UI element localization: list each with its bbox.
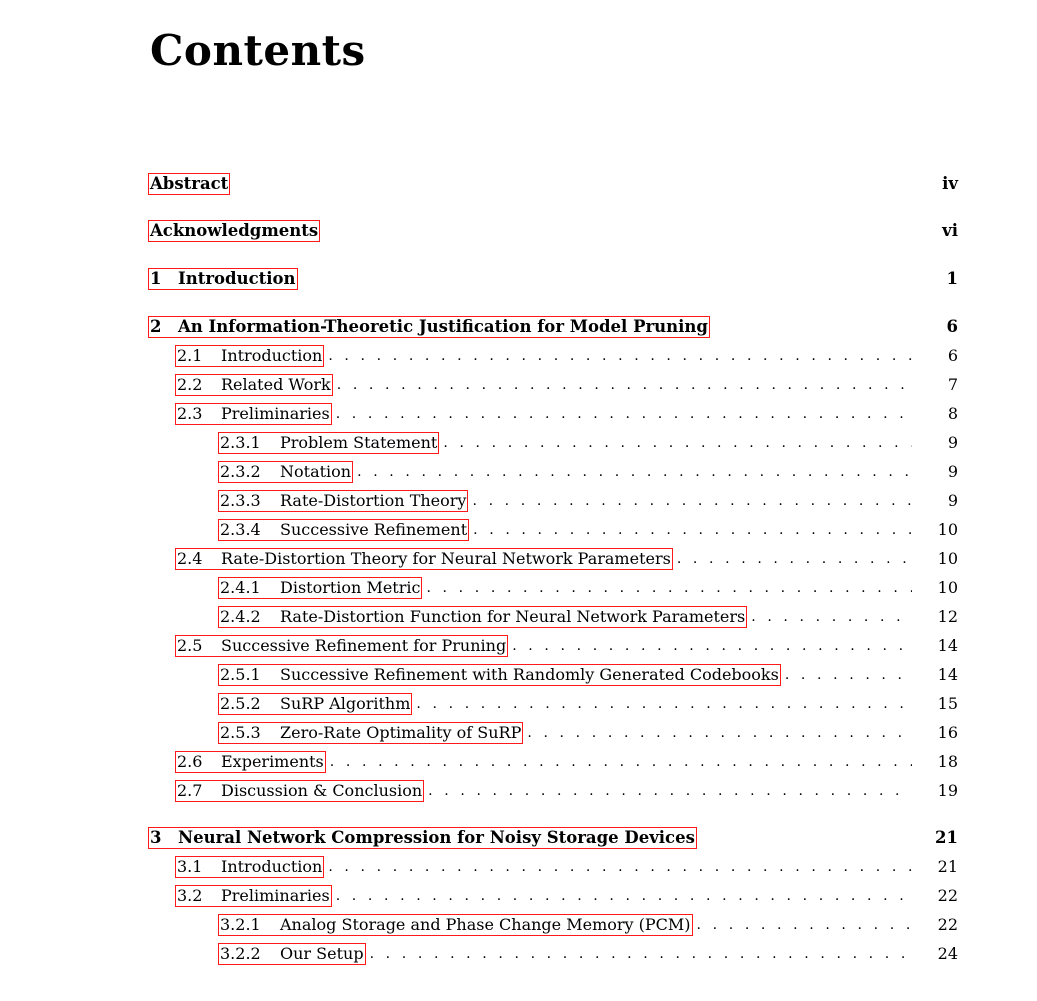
toc-link-2-5-3[interactable] bbox=[218, 722, 523, 744]
toc-page-number: 22 bbox=[937, 886, 958, 905]
toc-page-number: 10 bbox=[937, 549, 958, 568]
dot-leader bbox=[443, 432, 912, 454]
toc-entry-label: Introduction bbox=[221, 346, 323, 365]
toc-link-2[interactable] bbox=[148, 316, 710, 338]
toc-page-number: 15 bbox=[937, 694, 958, 713]
toc-entry-number: 3.2 bbox=[177, 886, 203, 905]
toc-page-number: iv bbox=[942, 174, 958, 193]
toc-entry-label: Problem Statement bbox=[280, 433, 438, 452]
toc-entry bbox=[175, 403, 958, 425]
toc-page-number: 18 bbox=[937, 752, 958, 771]
toc-link-1[interactable] bbox=[148, 268, 298, 290]
dot-leader bbox=[328, 345, 912, 367]
toc-page-number: 16 bbox=[937, 723, 958, 742]
toc-entry bbox=[175, 635, 958, 657]
toc-entry-label: Introduction bbox=[178, 269, 296, 288]
toc-entry-number: 2.3 bbox=[177, 404, 203, 423]
toc-entry-number: 2.4.1 bbox=[220, 578, 261, 597]
toc-link-3-2[interactable] bbox=[175, 885, 332, 907]
toc-entry bbox=[218, 461, 958, 483]
toc-entry bbox=[218, 914, 958, 936]
toc-link-2-3-3[interactable] bbox=[218, 490, 468, 512]
toc-link-2-5-1[interactable] bbox=[218, 664, 781, 686]
toc-entry-label: Preliminaries bbox=[221, 886, 330, 905]
toc-link-3[interactable] bbox=[148, 827, 697, 849]
toc-link-2-3[interactable] bbox=[175, 403, 332, 425]
toc-entry bbox=[218, 943, 958, 965]
toc-entry-label: Distortion Metric bbox=[280, 578, 421, 597]
toc-entry bbox=[148, 220, 958, 242]
toc-entry-label: Experiments bbox=[221, 752, 324, 771]
toc-entry bbox=[218, 693, 958, 715]
toc-entry-label: Rate-Distortion Function for Neural Network Parameters bbox=[280, 607, 746, 626]
toc-link-2-4[interactable] bbox=[175, 548, 673, 570]
toc-entry-number: 2.3.1 bbox=[220, 433, 261, 452]
toc-entry bbox=[218, 664, 958, 686]
toc-entry bbox=[148, 316, 958, 338]
toc-entry bbox=[148, 173, 958, 195]
toc-page-number: 6 bbox=[946, 317, 958, 336]
toc-page-number: 24 bbox=[937, 944, 958, 963]
dot-leader bbox=[426, 577, 912, 599]
toc-entry-label: Neural Network Compression for Noisy Storage Devices bbox=[178, 828, 695, 847]
toc-link-2-4-1[interactable] bbox=[218, 577, 422, 599]
toc-entry-label: Notation bbox=[280, 462, 352, 481]
toc-entry-number: 3.1 bbox=[177, 857, 203, 876]
toc-page-number: 19 bbox=[937, 781, 958, 800]
toc-entry bbox=[175, 780, 958, 802]
toc-entry bbox=[218, 432, 958, 454]
toc-entry bbox=[175, 751, 958, 773]
toc-entry bbox=[218, 519, 958, 541]
dot-leader bbox=[472, 490, 912, 512]
toc-page-number: 9 bbox=[947, 491, 958, 510]
toc-entry-label: Related Work bbox=[221, 375, 331, 394]
toc-link-2-1[interactable] bbox=[175, 345, 324, 367]
toc-entry-label: Rate-Distortion Theory bbox=[280, 491, 467, 510]
toc-page-number: 6 bbox=[947, 346, 958, 365]
dot-leader bbox=[785, 664, 912, 686]
page-title: Contents bbox=[150, 26, 366, 75]
toc-page-number: 10 bbox=[937, 520, 958, 539]
toc-entry-label: Successive Refinement bbox=[280, 520, 468, 539]
toc-entry-number: 2.3.2 bbox=[220, 462, 261, 481]
toc-entry bbox=[218, 577, 958, 599]
toc-entry-number: 2.7 bbox=[177, 781, 203, 800]
dot-leader bbox=[357, 461, 912, 483]
toc-link-3-1[interactable] bbox=[175, 856, 324, 878]
toc-page-number: 12 bbox=[937, 607, 958, 626]
dot-leader bbox=[751, 606, 912, 628]
toc-entry-number: 3 bbox=[150, 828, 162, 847]
toc-entry bbox=[175, 856, 958, 878]
toc-entry bbox=[175, 345, 958, 367]
toc-entry-number: 1 bbox=[150, 269, 162, 288]
toc-link-3-2-1[interactable] bbox=[218, 914, 693, 936]
toc-entry-label: Preliminaries bbox=[221, 404, 330, 423]
toc-entry bbox=[218, 606, 958, 628]
toc-page-number: 14 bbox=[937, 636, 958, 655]
toc-entry-label: SuRP Algorithm bbox=[280, 694, 411, 713]
dot-leader bbox=[428, 780, 912, 802]
dot-leader bbox=[416, 693, 912, 715]
dot-leader bbox=[336, 403, 912, 425]
toc-page-number: 1 bbox=[946, 269, 958, 288]
toc-entry-label: Zero-Rate Optimality of SuRP bbox=[280, 723, 522, 742]
toc-entry-label: Analog Storage and Phase Change Memory (PCM) bbox=[280, 915, 691, 934]
toc-entry-number: 2 bbox=[150, 317, 162, 336]
toc-entry bbox=[148, 268, 958, 290]
toc-entry-label: Discussion & Conclusion bbox=[221, 781, 423, 800]
toc-link-2-2[interactable] bbox=[175, 374, 333, 396]
toc-page-number: 9 bbox=[947, 462, 958, 481]
toc-link-2-6[interactable] bbox=[175, 751, 326, 773]
toc-link-3-2-2[interactable] bbox=[218, 943, 366, 965]
toc-entry-label: Introduction bbox=[221, 857, 323, 876]
toc-entry-label: Rate-Distortion Theory for Neural Network Parameters bbox=[221, 549, 671, 568]
toc-entry-label: Successive Refinement for Pruning bbox=[221, 636, 507, 655]
toc-page-number: 8 bbox=[947, 404, 958, 423]
toc-entry-number: 2.5.3 bbox=[220, 723, 261, 742]
toc-page-number: 21 bbox=[935, 828, 958, 847]
toc-link-2-4-2[interactable] bbox=[218, 606, 747, 628]
dot-leader bbox=[473, 519, 912, 541]
toc-entry bbox=[148, 827, 958, 849]
dot-leader bbox=[328, 856, 912, 878]
toc-entry-label: Abstract bbox=[150, 174, 229, 193]
toc-page-number: 10 bbox=[937, 578, 958, 597]
toc-entry-number: 2.5.1 bbox=[220, 665, 261, 684]
toc-page-number: vi bbox=[942, 221, 958, 240]
toc-page-number: 21 bbox=[937, 857, 958, 876]
toc-page-number: 7 bbox=[947, 375, 958, 394]
dot-leader bbox=[677, 548, 912, 570]
toc-entry-label: Acknowledgments bbox=[150, 221, 319, 240]
toc-entry bbox=[175, 885, 958, 907]
toc-entry-number: 2.1 bbox=[177, 346, 203, 365]
dot-leader bbox=[512, 635, 912, 657]
toc-link-2-3-1[interactable] bbox=[218, 432, 439, 454]
toc-entry-label: An Information-Theoretic Justification for Model Pruning bbox=[178, 317, 708, 336]
toc-link-abstract[interactable] bbox=[148, 173, 230, 195]
toc-entry-label: Our Setup bbox=[280, 944, 364, 963]
toc-link-2-7[interactable] bbox=[175, 780, 424, 802]
toc-entry-number: 2.2 bbox=[177, 375, 203, 394]
dot-leader bbox=[697, 914, 912, 936]
dot-leader bbox=[330, 751, 912, 773]
toc-page-number: 9 bbox=[947, 433, 958, 452]
toc-entry-number: 2.6 bbox=[177, 752, 203, 771]
toc-entry bbox=[175, 548, 958, 570]
toc-entry-number: 2.3.4 bbox=[220, 520, 261, 539]
toc-link-2-3-4[interactable] bbox=[218, 519, 469, 541]
dot-leader bbox=[370, 943, 912, 965]
toc-link-2-5[interactable] bbox=[175, 635, 508, 657]
toc-link-2-3-2[interactable] bbox=[218, 461, 353, 483]
toc-entry-number: 2.5 bbox=[177, 636, 203, 655]
toc-entry-number: 2.4 bbox=[177, 549, 203, 568]
toc-link-2-5-2[interactable] bbox=[218, 693, 412, 715]
toc-entry bbox=[175, 374, 958, 396]
toc-entry-number: 2.5.2 bbox=[220, 694, 261, 713]
toc-page-number: 14 bbox=[937, 665, 958, 684]
toc-entry bbox=[218, 722, 958, 744]
dot-leader bbox=[337, 374, 912, 396]
toc-entry-label: Successive Refinement with Randomly Generated Codebooks bbox=[280, 665, 779, 684]
dot-leader bbox=[336, 885, 912, 907]
toc-entry-number: 2.4.2 bbox=[220, 607, 261, 626]
toc-entry-number: 2.3.3 bbox=[220, 491, 261, 510]
toc-entry bbox=[218, 490, 958, 512]
toc-entry-number: 3.2.2 bbox=[220, 944, 261, 963]
dot-leader bbox=[527, 722, 912, 744]
toc-entry-number: 3.2.1 bbox=[220, 915, 261, 934]
toc-link-acknowledgments[interactable] bbox=[148, 220, 320, 242]
toc-page-number: 22 bbox=[937, 915, 958, 934]
